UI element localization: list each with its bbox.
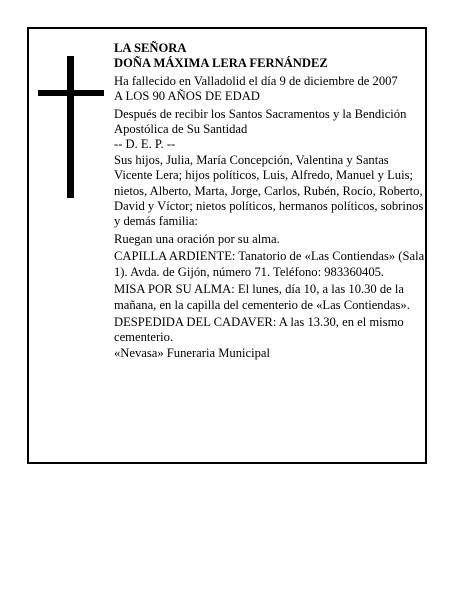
farewell-info: DESPEDIDA DEL CADAVER: A las 13.30, en el mismo cementerio.: [114, 314, 404, 345]
cross-icon: [38, 56, 104, 198]
death-statement: Ha fallecido en Valladolid el día 9 de diciembre de 2007: [114, 73, 398, 88]
cross-horizontal-bar: [38, 90, 104, 96]
rip-line: -- D. E. P. --: [114, 137, 176, 152]
cross-vertical-bar: [67, 56, 74, 198]
deceased-name: DOÑA MÁXIMA LERA FERNÁNDEZ: [114, 56, 328, 71]
mass-info: MISA POR SU ALMA: El lunes, día 10, a las 10.30 de la mañana, en la capilla del cementerio de «Las Contiendas».: [114, 282, 410, 312]
chapel-info: CAPILLA ARDIENTE: Tanatorio de «Las Contiendas» (Sala 1). Avda. de Gijón, número 71. Teléfono: 983360405.: [114, 249, 425, 279]
family-list: Sus hijos, Julia, María Concepción, Valentina y Santas Vicente Lera; hijos políticos, Luis, Alfredo, Manuel y Luis; nietos, Alberto, Marta, Jorge, Carlos, Rubén, Rocío, Roberto, David y Víctor; nietos políticos, hermanos políticos, sobrinos y demás familia:: [114, 152, 424, 229]
notice-heading: LA SEÑORA: [114, 41, 187, 55]
notice-body: [114, 41, 426, 361]
sacraments-statement: Después de recibir los Santos Sacramentos y la Bendición Apostólica de Su Santidad: [114, 106, 407, 137]
prayer-request: Ruegan una oración por su alma.: [114, 231, 280, 246]
funeral-home: «Nevasa» Funeraria Municipal: [114, 345, 270, 360]
age-statement: A LOS 90 AÑOS DE EDAD: [114, 89, 260, 104]
obituary-notice: [27, 27, 427, 464]
